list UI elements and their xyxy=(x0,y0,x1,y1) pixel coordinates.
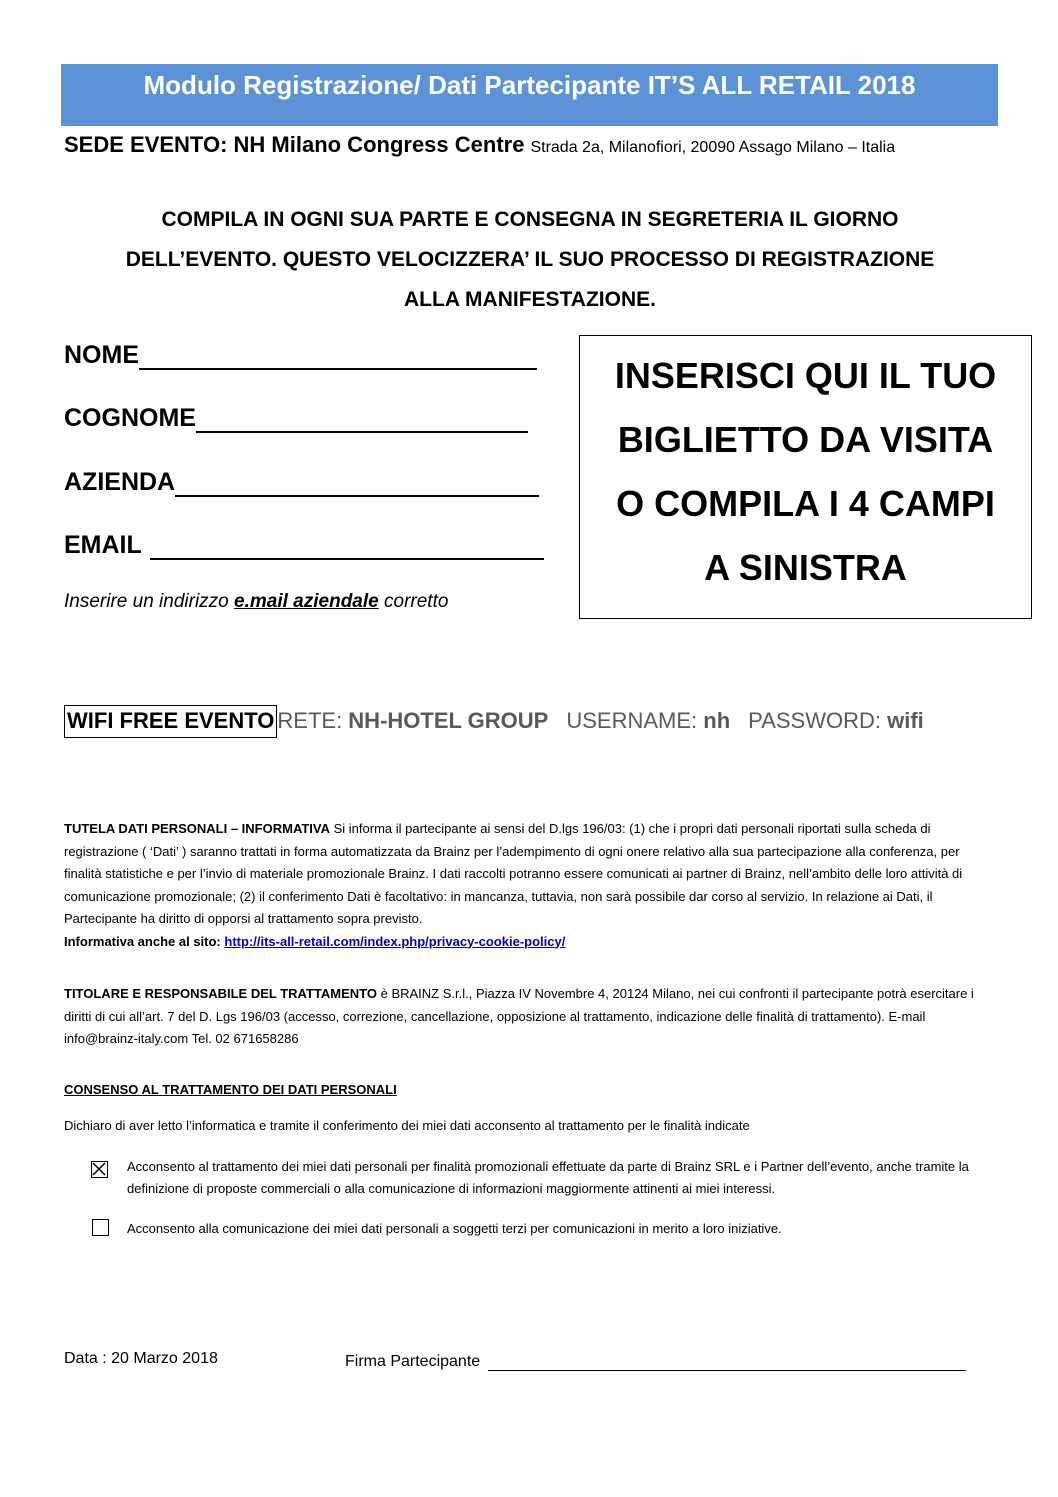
controller-heading: TITOLARE E RESPONSABILE DEL TRATTAMENTO xyxy=(64,986,377,1001)
signature-line[interactable] xyxy=(488,1350,966,1371)
form-title: Modulo Registrazione/ Dati Partecipante IT’S ALL RETAIL 2018 xyxy=(143,70,916,100)
azienda-field[interactable] xyxy=(64,467,539,497)
azienda-input-line[interactable] xyxy=(175,467,539,497)
controller-body: è BRAINZ S.r.l., Piazza IV Novembre 4, 20124 Milano, nei cui confronti il partecipante potrà esercitare i diritti di cui all’art. 7 del D. Lgs 196/03 (accesso, correzione, cancellazione, opposizione al trattamento, indicazione delle finalità di trattamento). E-mail info@brainz-italy.com Tel. 02 671658286 xyxy=(64,986,974,1046)
cognome-label: COGNOME xyxy=(64,404,196,432)
controller-notice xyxy=(64,983,994,1051)
privacy-notice xyxy=(64,818,994,953)
username-label: USERNAME: xyxy=(566,708,704,733)
wifi-label: WIFI FREE EVENTO xyxy=(64,705,277,738)
consent-promo-text: Acconsento al trattamento dei miei dati personali per finalità promozionali effettuate da parte di Brainz SRL e i Partner dell’evento, anche tramite la definizione di proposte commerciali o alla comunicazione di informazioni maggiormente attinenti ai miei interessi. xyxy=(127,1159,969,1196)
form-title-bar xyxy=(61,64,998,126)
privacy-body: Si informa il partecipante ai sensi del D.lgs 196/03: (1) che i propri dati personali riportati sulla scheda di registrazione ( ‘Dati’ ) saranno trattati in forma automatizzata da Brainz per l’adempimento di ogni onere relativo alla sua partecipazione alla conferenza, per finalità statistiche e per l’invio di materiale promozionale Brainz. I dati raccolti potranno essere comunicati ai partner di Brainz, nell’ambito delle loro attività di comunicazione promozionale; (2) il conferimento Dati è facoltativo: in mancanza, tuttavia, non sarà possibile dar corso al servizio. In relazione ai Dati, il Partecipante ha diritto di opporsi al trattamento sopra previsto. xyxy=(64,821,963,926)
cognome-field[interactable] xyxy=(64,403,528,433)
privacy-heading: TUTELA DATI PERSONALI – INFORMATIVA xyxy=(64,821,331,836)
email-field[interactable] xyxy=(64,530,544,560)
nome-field[interactable] xyxy=(64,340,537,370)
venue-address: Strada 2a, Milanofiori, 20090 Assago Milano – Italia xyxy=(530,139,896,156)
cognome-input-line[interactable] xyxy=(196,403,528,433)
password-label: PASSWORD: xyxy=(748,708,888,733)
checkmark-x-icon xyxy=(92,1162,106,1176)
email-hint xyxy=(64,591,448,613)
consent-third-party-text: Acconsento alla comunicazione dei miei dati personali a soggetti terzi per comunicazioni in merito a loro iniziative. xyxy=(127,1221,782,1236)
azienda-label: AZIENDA xyxy=(64,468,176,496)
email-hint-emphasis: e.mail aziendale xyxy=(234,591,379,612)
network-value: NH-HOTEL GROUP xyxy=(348,708,549,733)
nome-input-line[interactable] xyxy=(139,340,537,370)
instructions-text: COMPILA IN OGNI SUA PARTE E CONSEGNA IN SEGRETERIA IL GIORNO DELL’EVENTO. QUESTO VELOCIZZERA’ IL SUO PROCESSO DI REGISTRAZIONE ALLA MANIFESTAZIONE. xyxy=(125,208,935,311)
event-date: Data : 20 Marzo 2018 xyxy=(64,1350,218,1367)
consent-promo-checkbox[interactable] xyxy=(91,1161,108,1178)
email-hint-suffix: corretto xyxy=(378,591,449,612)
consent-third-party-checkbox[interactable] xyxy=(92,1219,109,1236)
consent-title: CONSENSO AL TRATTAMENTO DEI DATI PERSONALI xyxy=(64,1082,397,1097)
business-card-box: INSERISCI QUI IL TUO BIGLIETTO DA VISITA O COMPILA I 4 CAMPI A SINISTRA xyxy=(579,335,1032,619)
wifi-info xyxy=(64,708,924,734)
network-label: RETE: xyxy=(277,708,349,733)
email-hint-text: Inserire un indirizzo xyxy=(64,591,235,612)
email-input-line[interactable] xyxy=(150,530,544,560)
venue-line xyxy=(64,132,895,158)
password-value: wifi xyxy=(887,708,924,733)
nome-label: NOME xyxy=(64,341,139,369)
privacy-policy-link[interactable]: http://its-all-retail.com/index.php/privacy-cookie-policy/ xyxy=(224,933,566,949)
privacy-site-label: Informativa anche al sito: xyxy=(64,933,225,949)
email-label: EMAIL xyxy=(64,531,142,559)
venue-label: SEDE EVENTO: NH Milano Congress Centre xyxy=(64,132,525,157)
signature-label: Firma Partecipante xyxy=(345,1353,481,1370)
username-value: nh xyxy=(703,708,731,733)
signature-field[interactable] xyxy=(345,1350,966,1371)
consent-intro: Dichiaro di aver letto l’informatica e tramite il conferimento dei miei dati acconsento al trattamento per le finalità indicate xyxy=(64,1118,750,1133)
